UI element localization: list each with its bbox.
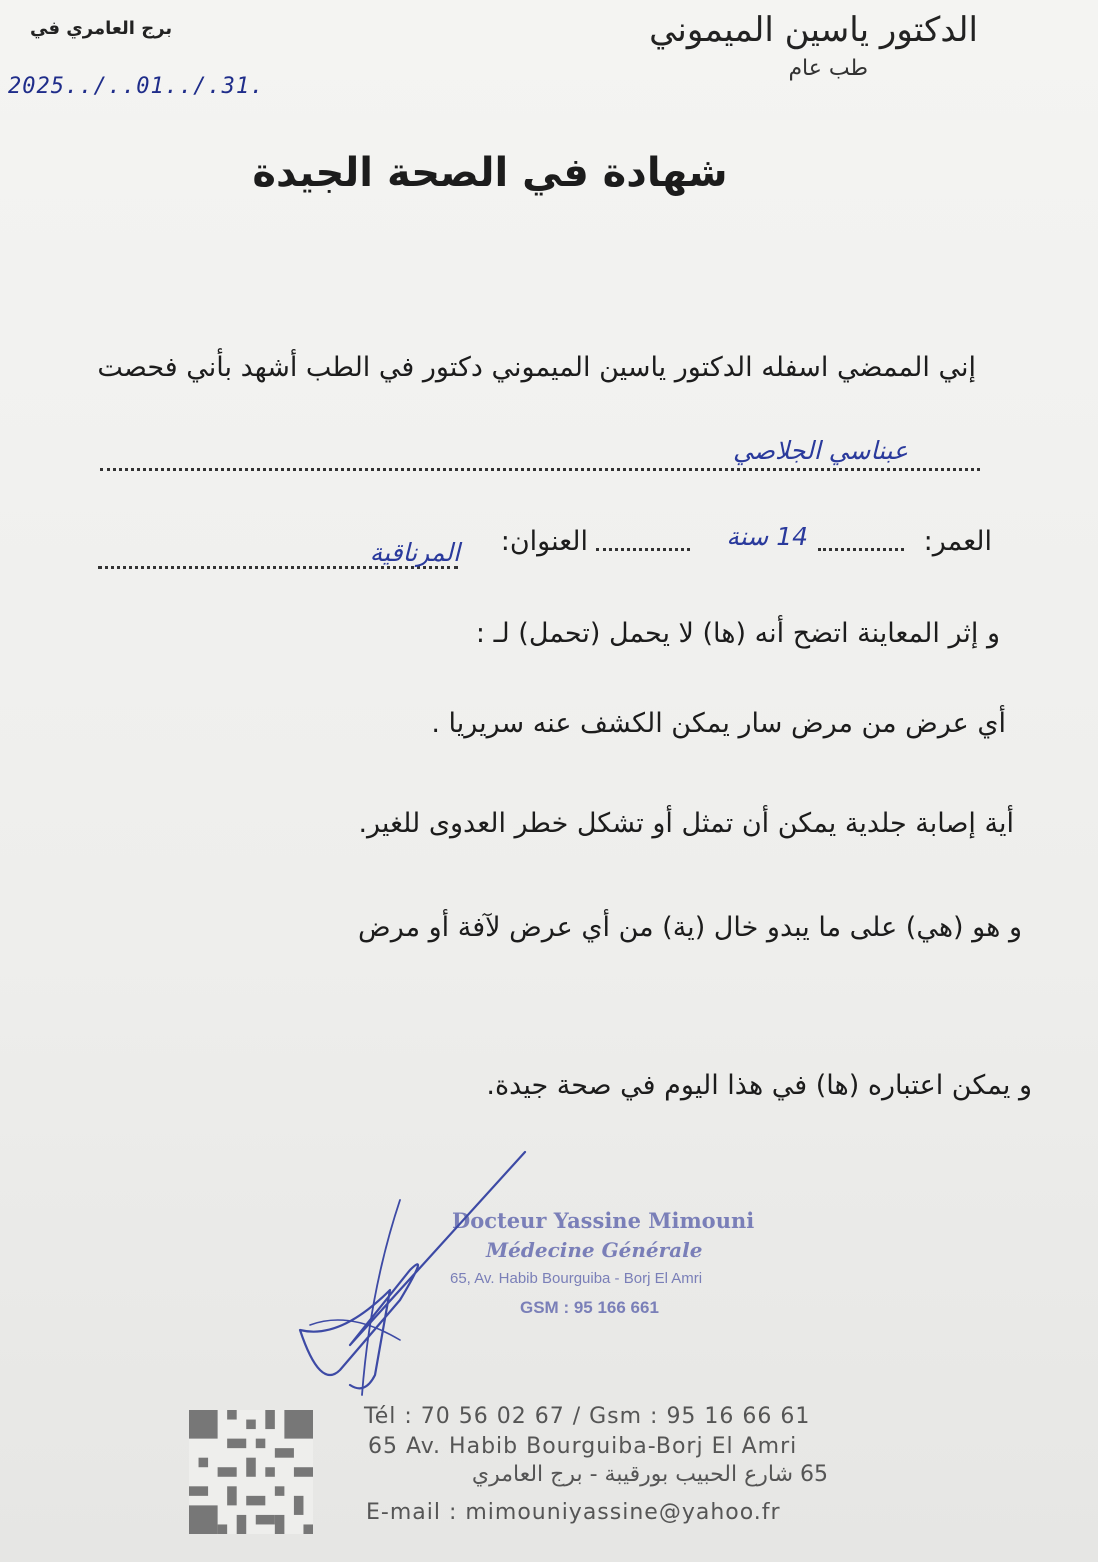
patient-name: عبناسي الجلاصي bbox=[732, 436, 908, 465]
age-dotted-line-2 bbox=[596, 548, 690, 551]
patient-name-dotted-line bbox=[100, 468, 980, 471]
certificate-title: شهادة في الصحة الجيدة bbox=[252, 150, 728, 196]
doctor-name: الدكتور ياسين الميموني bbox=[649, 10, 978, 50]
handwritten-signature bbox=[280, 1140, 540, 1410]
footer-address-ar: 65 شارع الحبيب بورقيبة - برج العامري bbox=[471, 1462, 828, 1487]
stamp-doctor-name: Docteur Yassine Mimouni bbox=[452, 1208, 755, 1233]
body-line-conclusion: و يمكن اعتباره (ها) في هذا اليوم في صحة جيدة. bbox=[486, 1070, 1032, 1101]
footer-phones: Tél : 70 56 02 67 / Gsm : 95 16 66 61 bbox=[364, 1404, 811, 1429]
age-label: العمر: bbox=[923, 526, 992, 557]
body-line-examination: و إثر المعاينة اتضح أنه (ها) لا يحمل (تحمل) لـ : bbox=[475, 618, 1000, 649]
qr-code-icon bbox=[186, 1410, 316, 1534]
footer-email: E-mail : mimouniyassine@yahoo.fr bbox=[366, 1500, 781, 1525]
place-label: برج العامري في bbox=[30, 18, 173, 39]
doctor-specialty: طب عام bbox=[788, 56, 868, 81]
age-value: 14 سنة bbox=[726, 522, 808, 551]
stamp-gsm: GSM : 95 166 661 bbox=[520, 1298, 659, 1317]
stamp-specialty: Médecine Générale bbox=[486, 1238, 703, 1262]
body-line-contagious: أي عرض من مرض سار يمكن الكشف عنه سريريا . bbox=[431, 708, 1006, 739]
address-value: المرناقية bbox=[369, 538, 460, 567]
body-line-appearance: و هو (هي) على ما يبدو خال (ية) من أي عرض لآفة أو مرض bbox=[358, 912, 1022, 943]
footer-address-fr: 65 Av. Habib Bourguiba-Borj El Amri bbox=[368, 1434, 798, 1459]
handwritten-date: 2025../..01../.31. bbox=[8, 74, 265, 99]
body-line-intro: إني الممضي اسفله الدكتور ياسين الميموني دكتور في الطب أشهد بأني فحصت bbox=[97, 352, 976, 383]
stamp-address: 65, Av. Habib Bourguiba - Borj El Amri bbox=[450, 1270, 703, 1287]
age-dotted-line bbox=[818, 548, 904, 551]
body-line-skin: أية إصابة جلدية يمكن أن تمثل أو تشكل خطر العدوى للغير. bbox=[358, 808, 1014, 839]
address-label: العنوان: bbox=[500, 526, 588, 557]
